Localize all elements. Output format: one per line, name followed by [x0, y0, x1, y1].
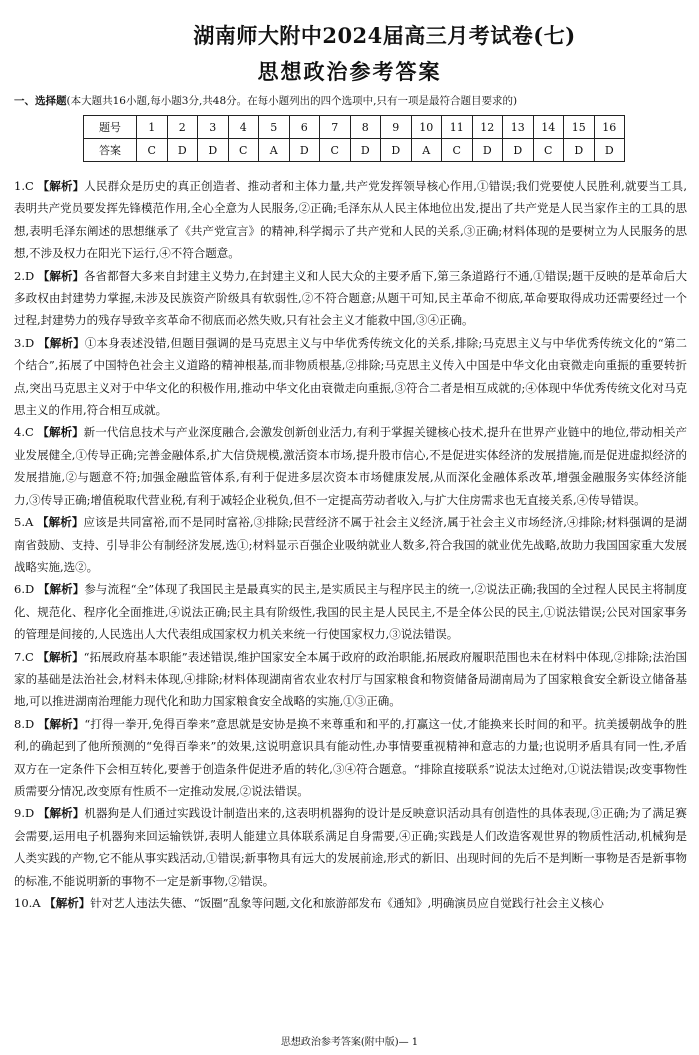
- item-tag: 【解析】: [37, 268, 85, 283]
- section-label: 一、选择题: [14, 95, 67, 107]
- item-prefix: 7.C: [14, 649, 34, 664]
- item-prefix: 1.C: [14, 179, 34, 193]
- analysis-item: [14, 265, 687, 332]
- answer-cell: C: [442, 139, 473, 162]
- item-text: “拓展政府基本职能”表述错误,维护国家安全本属于政府的政治职能,拓展政府履职范围也未在材料中体现,②排除;法治国家的基础是法治社会,材料未体现,④排除;材料体现湖南省农业农村厅与国家粮食和物资储备局湖南局为了国家粮食安全新设立储备基地,可以推进湖南治理能力现代化和助力国家粮食安全战略的实施,①③正确。: [14, 649, 688, 709]
- answer-cell: D: [503, 139, 534, 162]
- item-tag: 【解析】: [37, 515, 84, 530]
- item-tag: 【解析】: [37, 179, 85, 193]
- item-tag: 【解析】: [44, 896, 91, 910]
- item-prefix: 9.D: [14, 806, 35, 821]
- item-text: “打得一拳开,免得百拳来”意思就是安协是换不来尊重和和平的,打赢这一仗,才能换来长时间的和平。抗美援朝战争的胜利,的确起到了他所预测的“免得百拳来”的效果,这说明意识具有能动性,办事情要重视精神和意志的力量;也说明矛盾具有同一性,矛盾双方在一定条件下会相互转化,要善于创造条件促进矛盾的转化,③④符合题意。“排除直接联系”说法太过绝对,①说法错误;改变事物性质需要分情况,改变原有性质不一定推动发展,②说法错误。: [14, 716, 688, 798]
- section-heading: [14, 93, 694, 108]
- item-prefix: 4.C: [14, 425, 34, 440]
- answer-cell: D: [167, 139, 198, 162]
- item-prefix: 8.D: [14, 716, 35, 731]
- question-number-cell: 2: [167, 116, 198, 139]
- item-text: 应该是共同富裕,而不是同时富裕,③排除;民营经济不属于社会主义经济,属于社会主义市场经济,④排除;材料强调的是湖南省鼓励、支持、引导非公有制经济发展,选①;材料显示百强企业吸纳就业人数多,符合我国的就业优先战略,故助力我国国家重大发展战略实施,选②。: [14, 515, 688, 574]
- answer-cell: D: [381, 139, 412, 162]
- answer-cell: D: [289, 139, 320, 162]
- analysis-item: [14, 802, 687, 892]
- item-text: ①本身表述没错,但题目强调的是马克思主义与中华优秀传统文化的关系,排除;马克思主义与中华优秀传统文化的“第二个结合”,拓展了中国特色社会主义道路的精神根基,而非物质根基,②排除;马克思主义传入中国是中华文化由衰微走向重振的重要转折点,突出马克思主义对于中华文化的积极作用,推动中华文化由衰微走向重振,③符合二者是相互成就的;④体现中华优秀传统文化对马克思主义的作用,符合相互成就。: [14, 335, 688, 418]
- analysis-item: [14, 421, 687, 511]
- analysis-item: [14, 578, 687, 645]
- analysis-item: [14, 713, 687, 803]
- item-text: 各省都督大多来自封建主义势力,在封建主义和人民大众的主要矛盾下,第三条道路行不通,①错误;题干反映的是革命后大多政权由封建势力掌握,未涉及民族资产阶级具有软弱性,②不符合题意;从题干可知,民主革命不彻底,革命要取得成功还需要经过一个过程,封建势力的残存导致辛亥革命不彻底而必然失败,只有社会主义才能救中国,③④正确。: [14, 268, 687, 328]
- answer-cell: D: [472, 139, 503, 162]
- question-number-cell: 5: [259, 116, 290, 139]
- question-number-cell: 14: [533, 116, 564, 139]
- item-tag: 【解析】: [37, 806, 85, 821]
- analysis-list: [14, 175, 687, 914]
- question-number-cell: 16: [594, 116, 625, 139]
- answer-cell: C: [137, 139, 168, 162]
- answer-cell: D: [564, 139, 595, 162]
- question-number-cell: 6: [289, 116, 320, 139]
- question-number-cell: 4: [228, 116, 259, 139]
- page-subtitle: 思想政治参考答案: [257, 59, 442, 84]
- question-number-cell: 8: [350, 116, 381, 139]
- item-prefix: 3.D: [14, 335, 35, 350]
- item-tag: 【解析】: [37, 582, 85, 597]
- item-prefix: 5.A: [14, 515, 34, 530]
- item-prefix: 10.A: [14, 896, 41, 910]
- item-prefix: 6.D: [14, 582, 35, 597]
- item-text: 人民群众是历史的真正创造者、推动者和主体力量,共产党发挥领导核心作用,①错误;我们党要使人民胜利,就要当工具,表明共产党员要发挥先锋模范作用,全心全意为人民服务,②正确;毛泽东从人民主体地位出发,提出了共产党是人民当家作主的工具的思想,表明毛泽东阐述的思想继承了《共产党宣言》的精神,科学揭示了共产党和人民的关系,③正确;材料体现的是要树立为人民服务的思想,不涉及权力在阳光下运行,④不符合题意。: [14, 179, 687, 261]
- answer-table: [83, 115, 625, 162]
- item-text: 针对艺人违法失德、“饭圈”乱象等问题,文化和旅游部发布《通知》,明确演员应自觉践行社会主义核心: [90, 896, 604, 910]
- question-number-cell: 3: [198, 116, 229, 139]
- analysis-item: [14, 646, 687, 713]
- analysis-item: [14, 175, 687, 265]
- answer-cell: C: [228, 139, 259, 162]
- answer-table-answer-row: [84, 139, 625, 162]
- item-text: 机器狗是人们通过实践设计制造出来的,这表明机器狗的设计是反映意识活动具有创造性的具体表现,③正确;为了满足赛会需要,运用电子机器狗来回运输铁饼,表明人能建立具体联系满足自身需要,④正确;实践是人们改造客观世界的物质性活动,机械狗是人类实践的产物,它不能从事实践活动,①错误;新事物具有远大的发展前途,形式的新旧、出现时间的先后不是判断一事物是否是新事物的标准,不能说明新的事物不一定是新事物,②错误。: [14, 806, 688, 888]
- answer-cell: D: [594, 139, 625, 162]
- item-text: 新一代信息技术与产业深度融合,会激发创新创业活力,有利于掌握关键核心技术,提升在世界产业链中的地位,带动相关产业发展健全,①传导正确;完善金融体系,扩大信贷规模,激活资本市场,提升股市信心,不是促进实体经济的发展措施,而是促进虚拟经济的发展措施,②与题意不符;加强金融监管体系,有利于促进多层次资本市场健康发展,从而深化金融体系改革,增强金融服务实体经济能力,③传导正确;增值税取代营业税,有利于减轻企业税负,但不一定提高劳动者收入,与扩大住房需求也无直接关系,④传导错误。: [14, 425, 688, 507]
- answer-table-answer-head: 答案: [84, 139, 137, 162]
- page-title: 湖南师大附中2024届高三月考试卷(七): [193, 23, 576, 48]
- item-tag: 【解析】: [37, 716, 85, 731]
- item-text: 参与流程“全”体现了我国民主是最真实的民主,是实质民主与程序民主的统一,②说法正确;我国的全过程人民民主将制度化、规范化、程序化全面推进,④说法正确;民主具有阶级性,我国的民主是人民民主,不是全体公民的民主,①说法错误;公民对国家事务的管理是间接的,人民选出人大代表组成国家权力机关来统一行使国家权力,③说法错误。: [14, 582, 687, 642]
- item-prefix: 2.D: [14, 268, 35, 283]
- item-tag: 【解析】: [37, 425, 84, 440]
- answer-cell: A: [259, 139, 290, 162]
- question-number-cell: 15: [564, 116, 595, 139]
- answer-table-number-row: [84, 116, 625, 139]
- question-number-cell: 12: [472, 116, 503, 139]
- answer-cell: A: [411, 139, 442, 162]
- item-tag: 【解析】: [37, 649, 84, 664]
- answer-cell: D: [350, 139, 381, 162]
- analysis-item: [14, 511, 687, 578]
- answer-cell: C: [320, 139, 351, 162]
- answer-cell: C: [533, 139, 564, 162]
- analysis-item: [14, 892, 687, 914]
- question-number-cell: 10: [411, 116, 442, 139]
- analysis-item: [14, 332, 687, 422]
- question-number-cell: 7: [320, 116, 351, 139]
- question-number-cell: 9: [381, 116, 412, 139]
- question-number-cell: 11: [442, 116, 473, 139]
- section-note: (本大题共16小题,每小题3分,共48分。在每小题列出的四个选项中,只有一项是最符合题目要求的): [66, 95, 518, 107]
- question-number-cell: 1: [137, 116, 168, 139]
- answer-cell: D: [198, 139, 229, 162]
- page-footer: 思想政治参考答案(附中版)— 1: [280, 1037, 419, 1048]
- answer-table-number-head: 题号: [84, 116, 137, 139]
- item-tag: 【解析】: [38, 335, 85, 350]
- question-number-cell: 13: [503, 116, 534, 139]
